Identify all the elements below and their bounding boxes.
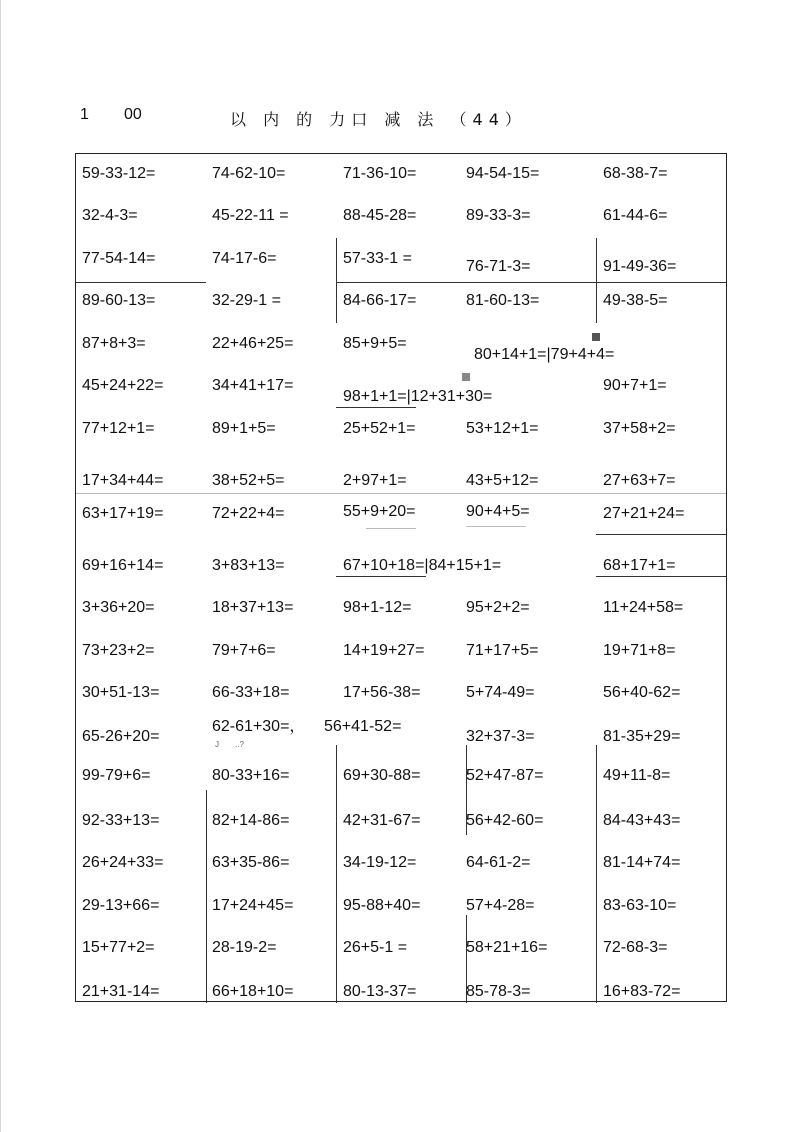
- problem: 88-45-28=: [343, 207, 417, 224]
- problem: 11+24+58=: [603, 599, 684, 616]
- problem: 65-26+20=: [82, 728, 160, 745]
- row-divider: [76, 493, 726, 494]
- problem: 77-54-14=: [82, 250, 156, 267]
- problem: 43+5+12=: [466, 472, 539, 489]
- problem: 56+41-52=: [324, 718, 402, 735]
- problem: 71-36-10=: [343, 165, 417, 182]
- problem: 32+37-3=: [466, 728, 535, 745]
- problem: 92-33+13=: [82, 812, 160, 829]
- problem: 49+11-8=: [603, 767, 671, 784]
- problem: 15+77+2=: [82, 939, 155, 956]
- scan-speck: ..?: [235, 740, 244, 749]
- row-divider: [336, 576, 426, 577]
- problem: 17+56-38=: [343, 684, 421, 701]
- problem: 30+51-13=: [82, 684, 160, 701]
- problem: 17+24+45=: [212, 897, 294, 914]
- page-title: 以 内 的 力口 减 法 （44）: [230, 110, 527, 129]
- problem: 26+24+33=: [82, 854, 164, 871]
- problem: 68+17+1=: [603, 557, 676, 574]
- problem: 95+2+2=: [466, 599, 530, 616]
- problem: 62-61+30=，: [212, 718, 306, 735]
- problem: 68-38-7=: [603, 165, 668, 182]
- problem: 81-60-13=: [466, 292, 540, 309]
- problem: 5+74-49=: [466, 684, 535, 701]
- problem: 98+1-12=: [343, 599, 412, 616]
- problem: 42+31-67=: [343, 812, 421, 829]
- problem: 79+7+6=: [212, 642, 276, 659]
- problem: 34-19-12=: [343, 854, 417, 871]
- problem: 27+21+24=: [603, 505, 685, 522]
- problem: 74-62-10=: [212, 165, 286, 182]
- problem: 85-78-3=: [466, 983, 531, 1000]
- problem: 84-66-17=: [343, 292, 417, 309]
- problem: 45+24+22=: [82, 377, 164, 394]
- problem: 67+10+18=|84+15+1=: [343, 557, 502, 574]
- problem: 59-33-12=: [82, 165, 156, 182]
- column-divider: [336, 238, 337, 323]
- problem: 29-13+66=: [82, 897, 160, 914]
- problem: 61-44-6=: [603, 207, 668, 224]
- problem: 27+63+7=: [603, 472, 676, 489]
- problem: 69+30-88=: [343, 767, 421, 784]
- problem: 94-54-15=: [466, 165, 540, 182]
- problem: 53+12+1=: [466, 420, 539, 437]
- row-divider: [366, 528, 416, 529]
- row-divider: [596, 576, 726, 577]
- problem: 89+1+5=: [212, 420, 276, 437]
- problem: 32-29-1 =: [212, 292, 281, 309]
- problem: 84-43+43=: [603, 812, 681, 829]
- scan-mark: [462, 373, 470, 381]
- problem: 81-35+29=: [603, 728, 681, 745]
- problem: 38+52+5=: [212, 472, 285, 489]
- problem: 28-19-2=: [212, 939, 277, 956]
- problem: 55+9+20=: [343, 503, 416, 520]
- problem: 66+18+10=: [212, 983, 294, 1000]
- problem: 63+17+19=: [82, 505, 164, 522]
- problem: 71+17+5=: [466, 642, 539, 659]
- problem: 80+14+1=|79+4+4=: [474, 346, 615, 363]
- problem: 72-68-3=: [603, 939, 668, 956]
- problem: 85+9+5=: [343, 335, 407, 352]
- problem: 3+36+20=: [82, 599, 155, 616]
- problem: 63+35-86=: [212, 854, 290, 871]
- problem: 25+52+1=: [343, 420, 416, 437]
- problem: 37+58+2=: [603, 420, 676, 437]
- problem: 57+4-28=: [466, 897, 535, 914]
- problem: 56+40-62=: [603, 684, 681, 701]
- column-divider: [596, 238, 597, 323]
- problem: 21+31-14=: [82, 983, 160, 1000]
- problem: 16+83-72=: [603, 983, 681, 1000]
- problem: 3+83+13=: [212, 557, 285, 574]
- problem: 69+16+14=: [82, 557, 164, 574]
- problem: 56+42-60=: [466, 812, 544, 829]
- problem: 64-61-2=: [466, 854, 531, 871]
- problem: 91-49-36=: [603, 258, 677, 275]
- problem: 58+21+16=: [466, 939, 548, 956]
- problem: 32-4-3=: [82, 207, 138, 224]
- problem: 34+41+17=: [212, 377, 294, 394]
- problem: 80-33+16=: [212, 767, 290, 784]
- problem: 49-38-5=: [603, 292, 668, 309]
- column-divider: [336, 745, 337, 1003]
- row-divider: [336, 407, 416, 408]
- row-divider: [336, 282, 726, 283]
- problem: 90+4+5=: [466, 503, 530, 520]
- row-divider: [466, 526, 526, 527]
- column-divider: [206, 790, 207, 1003]
- problem: 99-79+6=: [82, 767, 151, 784]
- problem: 17+34+44=: [82, 472, 164, 489]
- problem: 76-71-3=: [466, 258, 531, 275]
- row-divider: [596, 534, 726, 535]
- problem: 52+47-87=: [466, 767, 544, 784]
- problem: 45-22-11 =: [212, 207, 289, 224]
- problem: 89-60-13=: [82, 292, 156, 309]
- problem: 95-88+40=: [343, 897, 421, 914]
- problem: 74-17-6=: [212, 250, 277, 267]
- problem: 14+19+27=: [343, 642, 425, 659]
- problem: 87+8+3=: [82, 335, 146, 352]
- problem: 22+46+25=: [212, 335, 294, 352]
- column-divider: [596, 745, 597, 1003]
- title-number-part1: 1: [80, 106, 89, 123]
- problem: 73+23+2=: [82, 642, 155, 659]
- problem: 98+1+1=|12+31+30=: [343, 388, 493, 405]
- problem: 81-14+74=: [603, 854, 681, 871]
- problem: 57-33-1 =: [343, 250, 412, 267]
- problem: 18+37+13=: [212, 599, 294, 616]
- problem: 26+5-1 =: [343, 939, 408, 956]
- problem: 89-33-3=: [466, 207, 531, 224]
- title-number-part2: 00: [124, 106, 142, 123]
- problem: 72+22+4=: [212, 505, 285, 522]
- problem: 80-13-37=: [343, 983, 417, 1000]
- problem: 66-33+18=: [212, 684, 290, 701]
- problem: 90+7+1=: [603, 377, 667, 394]
- problem: 83-63-10=: [603, 897, 677, 914]
- problem: 77+12+1=: [82, 420, 155, 437]
- scan-mark: [592, 333, 600, 341]
- problem: 2+97+1=: [343, 472, 407, 489]
- problem: 82+14-86=: [212, 812, 290, 829]
- scan-speck: J: [215, 740, 219, 749]
- row-divider: [76, 282, 206, 283]
- problem: 19+71+8=: [603, 642, 676, 659]
- worksheet-frame: [75, 153, 727, 1002]
